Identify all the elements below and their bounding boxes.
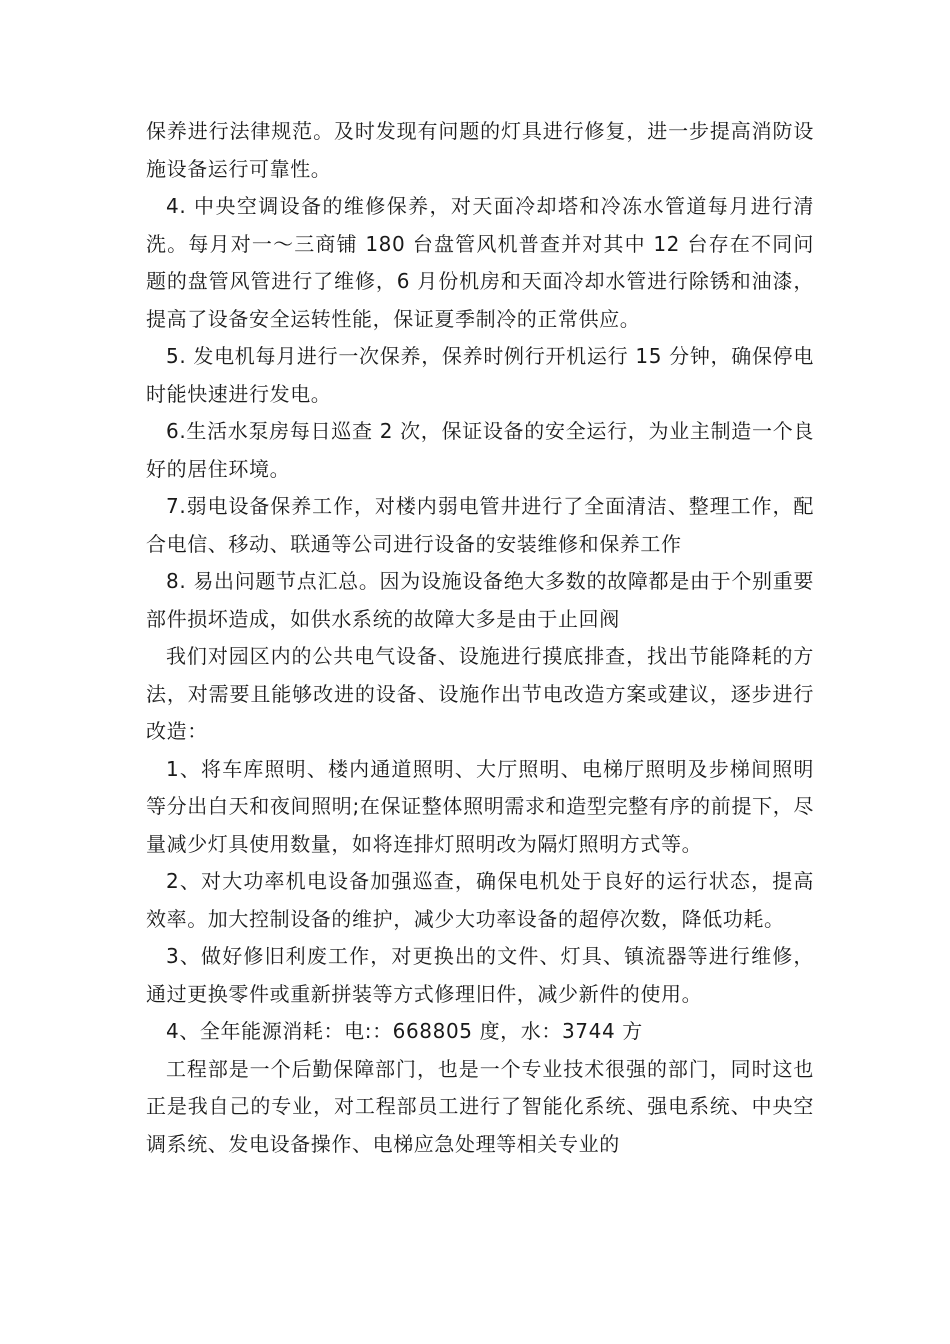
paragraph-lighting: 1、将车库照明、楼内通道照明、大厅照明、电梯厅照明及步梯间照明等分出白天和夜间照明;在保证整体照明需求和造型完整有序的前提下，尽量减少灯具使用数量，如将连排灯照明改为隔灯照明方式等。 (146, 756, 814, 856)
paragraph-central-ac: 4. 中央空调设备的维修保养，对天面冷却塔和冷冻水管道每月进行清洗。每月对一～三商铺 180 台盘管风机普查并对其中 12 台存在不同问题的盘管风管进行了维修，6 月份机房和天面冷却水管进行除锈和油漆，提高了设备安全运转性能，保证夏季制冷的正常供应。 (146, 194, 814, 331)
document-body (146, 113, 814, 1163)
paragraph-fire-facilities: 保养进行法律规范。及时发现有问题的灯具进行修复，进一步提高消防设施设备运行可靠性。 (146, 119, 814, 181)
paragraph-energy-consumption: 4、全年能源消耗：电:：668805 度，水：3744 方 (166, 1019, 643, 1043)
paragraph-repair-reuse: 3、做好修旧利废工作，对更换出的文件、灯具、镇流器等进行维修，通过更换零件或重新拼装等方式修理旧件，减少新件的使用。 (146, 944, 814, 1006)
paragraph-generator: 5. 发电机每月进行一次保养，保养时例行开机运行 15 分钟，确保停电时能快速进行发电。 (146, 344, 814, 406)
paragraph-fault-nodes: 8. 易出问题节点汇总。因为设施设备绝大多数的故障都是由于个别重要部件损坏造成，如供水系统的故障大多是由于止回阀 (146, 569, 814, 631)
paragraph-engineering-dept: 工程部是一个后勤保障部门，也是一个专业技术很强的部门，同时这也正是我自己的专业，对工程部员工进行了智能化系统、强电系统、中央空调系统、发电设备操作、电梯应急处理等相关专业的 (146, 1056, 814, 1156)
paragraph-high-power: 2、对大功率机电设备加强巡查，确保电机处于良好的运行状态，提高效率。加大控制设备的维护，减少大功率设备的超停次数，降低功耗。 (146, 869, 814, 931)
paragraph-weak-current: 7.弱电设备保养工作，对楼内弱电管井进行了全面清洁、整理工作，配合电信、移动、联通等公司进行设备的安装维修和保养工作 (146, 494, 814, 556)
paragraph-water-pump: 6.生活水泵房每日巡查 2 次，保证设备的安全运行，为业主制造一个良好的居住环境。 (146, 419, 814, 481)
paragraph-energy-saving-intro: 我们对园区内的公共电气设备、设施进行摸底排查，找出节能降耗的方法，对需要且能够改进的设备、设施作出节电改造方案或建议，逐步进行改造： (146, 644, 814, 743)
